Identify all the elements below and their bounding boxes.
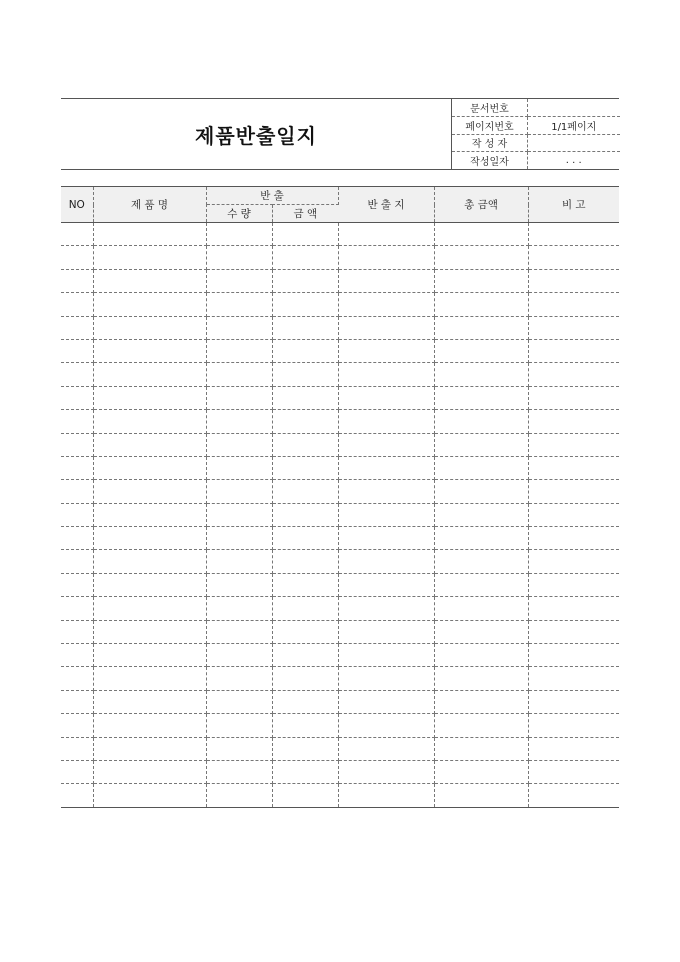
total-cell[interactable] [434,620,528,643]
amount-cell[interactable] [272,293,338,316]
qty-cell[interactable] [206,503,272,526]
product-cell[interactable] [93,737,206,760]
column-header-product: 제 품 명 [93,187,206,223]
destination-cell[interactable] [338,760,434,783]
no-cell[interactable] [61,223,93,246]
table-row [61,410,619,433]
total-cell[interactable] [434,223,528,246]
total-cell[interactable] [434,456,528,479]
product-cell[interactable] [93,339,206,362]
table-row [61,269,619,292]
info-row-date [452,152,620,170]
remarks-cell[interactable] [528,573,619,596]
destination-cell[interactable] [338,246,434,269]
total-cell[interactable] [434,316,528,339]
remarks-cell[interactable] [528,690,619,713]
destination-cell[interactable] [338,644,434,667]
product-cell[interactable] [93,620,206,643]
amount-cell[interactable] [272,573,338,596]
remarks-cell[interactable] [528,269,619,292]
amount-cell[interactable] [272,620,338,643]
column-header-remarks: 비 고 [528,187,619,223]
remarks-cell[interactable] [528,246,619,269]
no-cell[interactable] [61,784,93,807]
no-cell[interactable] [61,293,93,316]
info-row-page-number [452,117,620,135]
product-cell[interactable] [93,784,206,807]
table-row [61,667,619,690]
remarks-cell[interactable] [528,597,619,620]
qty-cell[interactable] [206,433,272,456]
total-cell[interactable] [434,714,528,737]
total-cell[interactable] [434,503,528,526]
product-cell[interactable] [93,456,206,479]
qty-cell[interactable] [206,316,272,339]
no-cell[interactable] [61,690,93,713]
amount-cell[interactable] [272,503,338,526]
no-cell[interactable] [61,410,93,433]
destination-cell[interactable] [338,503,434,526]
product-cell[interactable] [93,667,206,690]
remarks-cell[interactable] [528,363,619,386]
column-header-amount: 금 액 [272,205,338,223]
product-cell[interactable] [93,293,206,316]
product-cell[interactable] [93,527,206,550]
product-cell[interactable] [93,573,206,596]
product-cell[interactable] [93,386,206,409]
total-cell[interactable] [434,784,528,807]
table-row [61,223,619,246]
table-row [61,714,619,737]
amount-cell[interactable] [272,527,338,550]
qty-cell[interactable] [206,339,272,362]
product-cell[interactable] [93,363,206,386]
qty-cell[interactable] [206,363,272,386]
qty-cell[interactable] [206,667,272,690]
table-row [61,550,619,573]
amount-cell[interactable] [272,667,338,690]
no-cell[interactable] [61,597,93,620]
remarks-cell[interactable] [528,667,619,690]
no-cell[interactable] [61,737,93,760]
date-field[interactable]: . . . [565,155,582,166]
qty-cell[interactable] [206,714,272,737]
product-cell[interactable] [93,316,206,339]
destination-cell[interactable] [338,480,434,503]
table-row [61,784,619,807]
remarks-cell[interactable] [528,480,619,503]
amount-cell[interactable] [272,246,338,269]
amount-cell[interactable] [272,269,338,292]
table-row [61,573,619,596]
table-row [61,386,619,409]
remarks-cell[interactable] [528,620,619,643]
total-cell[interactable] [434,480,528,503]
remarks-cell[interactable] [528,550,619,573]
destination-cell[interactable] [338,597,434,620]
no-cell[interactable] [61,644,93,667]
page-number-field[interactable]: 1/1페이지 [528,117,620,135]
amount-cell[interactable] [272,784,338,807]
product-cell[interactable] [93,597,206,620]
amount-cell[interactable] [272,433,338,456]
product-cell[interactable] [93,223,206,246]
remarks-cell[interactable] [528,527,619,550]
no-cell[interactable] [61,573,93,596]
qty-cell[interactable] [206,246,272,269]
amount-cell[interactable] [272,644,338,667]
table-row [61,527,619,550]
info-row-author [452,134,620,152]
total-cell[interactable] [434,644,528,667]
no-cell[interactable] [61,433,93,456]
document-info-table [451,99,620,169]
qty-cell[interactable] [206,293,272,316]
table-row [61,480,619,503]
product-cell[interactable] [93,690,206,713]
remarks-cell[interactable] [528,503,619,526]
document-title: 제품반출일지 [195,123,317,148]
destination-cell[interactable] [338,363,434,386]
table-row [61,644,619,667]
total-cell[interactable] [434,573,528,596]
table-row [61,246,619,269]
destination-cell[interactable] [338,527,434,550]
remarks-cell[interactable] [528,386,619,409]
total-cell[interactable] [434,339,528,362]
amount-cell[interactable] [272,597,338,620]
remarks-cell[interactable] [528,316,619,339]
amount-cell[interactable] [272,386,338,409]
product-cell[interactable] [93,246,206,269]
total-cell[interactable] [434,269,528,292]
no-cell[interactable] [61,527,93,550]
product-cell[interactable] [93,760,206,783]
destination-cell[interactable] [338,316,434,339]
destination-cell[interactable] [338,690,434,713]
remarks-cell[interactable] [528,433,619,456]
destination-cell[interactable] [338,269,434,292]
destination-cell[interactable] [338,667,434,690]
total-cell[interactable] [434,690,528,713]
info-label: 페이지번호 [452,117,528,135]
total-cell[interactable] [434,293,528,316]
no-cell[interactable] [61,667,93,690]
info-label: 문서번호 [452,99,528,117]
qty-cell[interactable] [206,573,272,596]
amount-cell[interactable] [272,550,338,573]
destination-cell[interactable] [338,737,434,760]
remarks-cell[interactable] [528,223,619,246]
total-cell[interactable] [434,597,528,620]
no-cell[interactable] [61,503,93,526]
table-row [61,620,619,643]
destination-cell[interactable] [338,223,434,246]
qty-cell[interactable] [206,550,272,573]
remarks-cell[interactable] [528,760,619,783]
product-cell[interactable] [93,644,206,667]
amount-cell[interactable] [272,316,338,339]
column-header-destination: 반 출 지 [338,187,434,223]
amount-cell[interactable] [272,223,338,246]
total-cell[interactable] [434,386,528,409]
qty-cell[interactable] [206,760,272,783]
remarks-cell[interactable] [528,737,619,760]
table-row [61,597,619,620]
table-row [61,503,619,526]
product-cell[interactable] [93,410,206,433]
destination-cell[interactable] [338,339,434,362]
qty-cell[interactable] [206,644,272,667]
qty-cell[interactable] [206,527,272,550]
qty-cell[interactable] [206,223,272,246]
product-cell[interactable] [93,480,206,503]
qty-cell[interactable] [206,480,272,503]
amount-cell[interactable] [272,339,338,362]
no-cell[interactable] [61,714,93,737]
remarks-cell[interactable] [528,714,619,737]
product-cell[interactable] [93,269,206,292]
table-row [61,433,619,456]
product-cell[interactable] [93,550,206,573]
table-row [61,363,619,386]
total-cell[interactable] [434,410,528,433]
remarks-cell[interactable] [528,339,619,362]
table-row [61,737,619,760]
destination-cell[interactable] [338,410,434,433]
shipment-log-table [61,186,619,808]
amount-cell[interactable] [272,690,338,713]
table-body [61,223,619,808]
destination-cell[interactable] [338,433,434,456]
amount-cell[interactable] [272,410,338,433]
destination-cell[interactable] [338,714,434,737]
destination-cell[interactable] [338,293,434,316]
total-cell[interactable] [434,737,528,760]
info-label: 작 성 자 [452,134,528,152]
qty-cell[interactable] [206,620,272,643]
total-cell[interactable] [434,246,528,269]
no-cell[interactable] [61,316,93,339]
author-field[interactable] [528,134,620,152]
amount-cell[interactable] [272,737,338,760]
no-cell[interactable] [61,363,93,386]
total-cell[interactable] [434,550,528,573]
table-row [61,293,619,316]
amount-cell[interactable] [272,714,338,737]
qty-cell[interactable] [206,690,272,713]
column-header-no: NO [61,187,93,223]
column-header-out-group: 반 출 [206,187,338,205]
table-row [61,690,619,713]
product-cell[interactable] [93,433,206,456]
qty-cell[interactable] [206,737,272,760]
amount-cell[interactable] [272,363,338,386]
destination-cell[interactable] [338,573,434,596]
info-label: 작성일자 [452,152,528,170]
doc-number-field[interactable] [528,99,620,117]
total-cell[interactable] [434,760,528,783]
destination-cell[interactable] [338,386,434,409]
no-cell[interactable] [61,456,93,479]
column-header-qty: 수 량 [206,205,272,223]
remarks-cell[interactable] [528,784,619,807]
no-cell[interactable] [61,550,93,573]
no-cell[interactable] [61,760,93,783]
no-cell[interactable] [61,339,93,362]
qty-cell[interactable] [206,597,272,620]
destination-cell[interactable] [338,620,434,643]
table-row [61,339,619,362]
total-cell[interactable] [434,363,528,386]
remarks-cell[interactable] [528,644,619,667]
no-cell[interactable] [61,480,93,503]
total-cell[interactable] [434,527,528,550]
table-row [61,760,619,783]
column-header-total: 총 금액 [434,187,528,223]
remarks-cell[interactable] [528,456,619,479]
qty-cell[interactable] [206,386,272,409]
remarks-cell[interactable] [528,410,619,433]
no-cell[interactable] [61,620,93,643]
table-row [61,316,619,339]
product-cell[interactable] [93,714,206,737]
amount-cell[interactable] [272,760,338,783]
destination-cell[interactable] [338,784,434,807]
total-cell[interactable] [434,433,528,456]
qty-cell[interactable] [206,784,272,807]
product-cell[interactable] [93,503,206,526]
info-row-doc-number [452,99,620,117]
document-header [61,98,619,170]
no-cell[interactable] [61,386,93,409]
qty-cell[interactable] [206,456,272,479]
destination-cell[interactable] [338,456,434,479]
destination-cell[interactable] [338,550,434,573]
qty-cell[interactable] [206,410,272,433]
total-cell[interactable] [434,667,528,690]
amount-cell[interactable] [272,480,338,503]
no-cell[interactable] [61,246,93,269]
qty-cell[interactable] [206,269,272,292]
no-cell[interactable] [61,269,93,292]
amount-cell[interactable] [272,456,338,479]
table-row [61,456,619,479]
remarks-cell[interactable] [528,293,619,316]
